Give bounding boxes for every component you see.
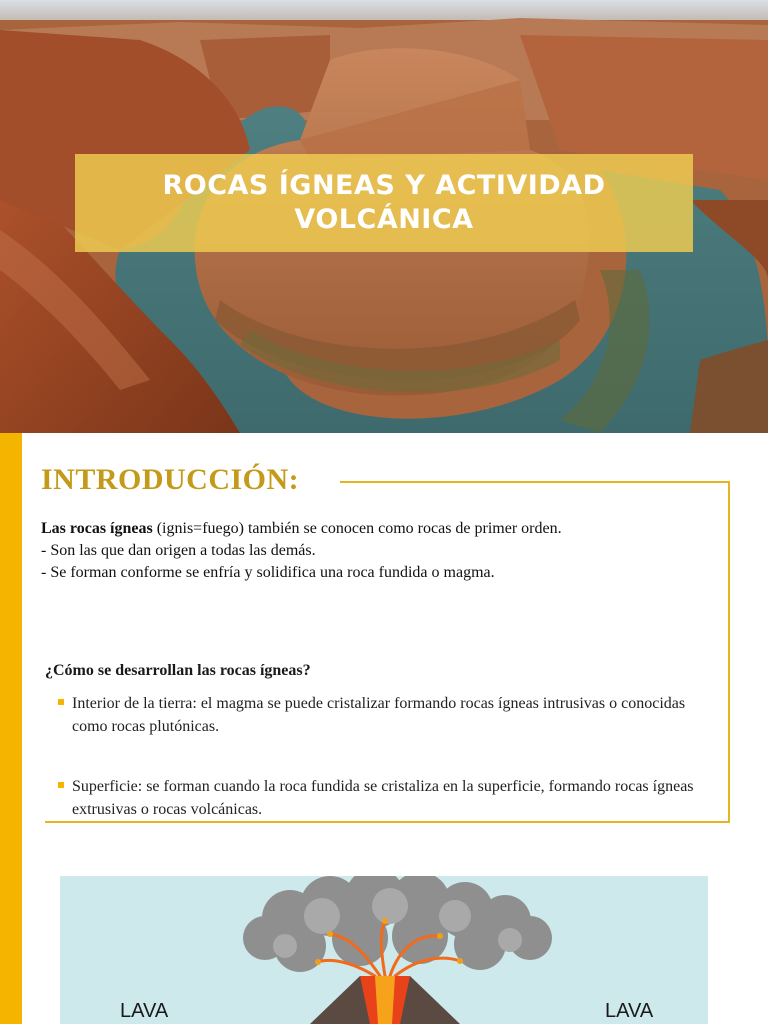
frame-line-right (728, 481, 730, 823)
title-box (75, 154, 693, 252)
title-line-1: ROCAS ÍGNEAS Y ACTIVIDAD (162, 170, 606, 201)
intro-line-2: - Son las que dan origen a todas las demás. (41, 542, 316, 559)
intro-line-3: - Se forman conforme se enfría y solidifica una roca fundida o magma. (41, 564, 495, 581)
intro-line-1-rest: (ignis=fuego) también se conocen como rocas de primer orden. (152, 520, 562, 537)
intro-bold-term: Las rocas ígneas (41, 520, 153, 537)
section-heading: INTRODUCCIÓN: (41, 463, 300, 496)
lava-label-left: LAVA (120, 1000, 169, 1022)
list-item (58, 775, 718, 821)
lava-label-right: LAVA (605, 1000, 654, 1022)
square-bullet-icon (58, 699, 64, 705)
title-line-2: VOLCÁNICA (294, 204, 474, 235)
question-heading: ¿Cómo se desarrollan las rocas ígneas? (45, 662, 311, 679)
frame-line-top (340, 481, 730, 483)
intro-paragraph (41, 518, 721, 584)
list-item (58, 692, 718, 738)
list-item-text: Superficie: se forman cuando la roca fundida se cristaliza en la superficie, formando rocas ígneas extrusivas o rocas volcánicas. (72, 778, 694, 818)
bullet-list (58, 692, 718, 821)
volcano-illustration (60, 876, 708, 1024)
hero-canyon-image (0, 0, 768, 433)
frame-line-bottom (45, 821, 730, 823)
square-bullet-icon (58, 782, 64, 788)
left-accent-bar (0, 433, 22, 1024)
page-title (124, 169, 644, 237)
list-item-text: Interior de la tierra: el magma se puede cristalizar formando rocas ígneas intrusivas o conocidas como rocas plutónicas. (72, 695, 686, 735)
intro-line-1 (41, 518, 721, 540)
